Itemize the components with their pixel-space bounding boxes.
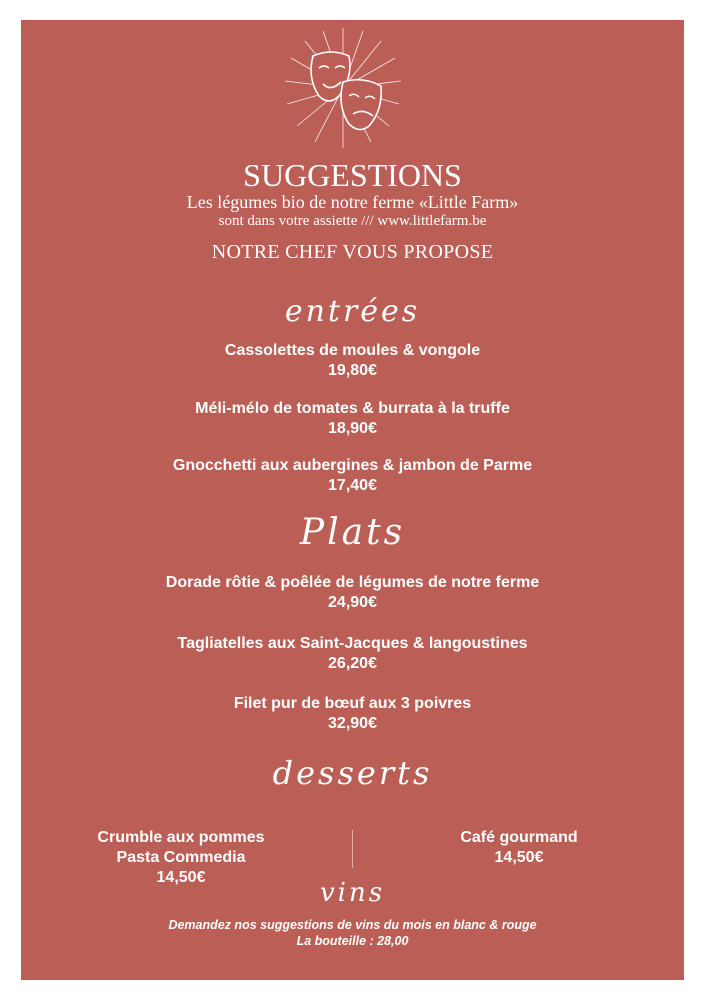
dessert-left-line2: Pasta Commedia: [116, 849, 246, 866]
menu-item-name: Filet pur de bœuf aux 3 poivres: [233, 695, 472, 712]
page-title: SUGGESTIONS: [243, 157, 462, 193]
dessert-right-price: 14,50€: [494, 849, 544, 866]
dessert-left-line1: Crumble aux pommes: [97, 829, 265, 846]
chef-proposal-line: NOTRE CHEF VOUS PROPOSE: [211, 241, 494, 263]
menu-item-name: Méli-mélo de tomates & burrata à la truffe: [195, 400, 510, 417]
menu-item-name: Tagliatelles aux Saint-Jacques & langoustines: [177, 635, 528, 652]
wine-bottle-price: La bouteille : 28,00: [296, 934, 409, 948]
section-heading-desserts: desserts: [272, 754, 433, 792]
menu-item-name: Cassolettes de moules & vongole: [224, 342, 481, 359]
menu-item-name: Gnocchetti aux aubergines & jambon de Parme: [172, 457, 533, 474]
subtitle-website: sont dans votre assiette /// www.littlefarm.be: [218, 213, 487, 229]
wine-suggestion-line: Demandez nos suggestions de vins du mois en blanc & rouge: [168, 918, 537, 932]
dessert-left-price: 14,50€: [156, 869, 206, 886]
dessert-divider: [352, 830, 353, 868]
section-heading-plats: Plats: [299, 512, 406, 553]
menu-item-name: Dorade rôtie & poêlée de légumes de notre ferme: [165, 574, 540, 591]
dessert-right-line1: Café gourmand: [460, 829, 578, 846]
section-heading-entrees: entrées: [284, 294, 421, 329]
menu-item-price: 24,90€: [328, 594, 377, 611]
menu-item-price: 26,20€: [328, 655, 377, 672]
menu-item-price: 17,40€: [328, 477, 377, 494]
menu-card: [21, 20, 684, 980]
menu-item-price: 18,90€: [328, 420, 377, 437]
subtitle: Les légumes bio de notre ferme «Little Farm»: [186, 192, 519, 212]
menu-item-price: 19,80€: [328, 362, 377, 379]
theatre-masks-icon: [283, 26, 403, 151]
section-heading-vins: vins: [319, 878, 386, 908]
dessert-right: [419, 828, 619, 868]
menu-item-price: 32,90€: [328, 715, 377, 732]
